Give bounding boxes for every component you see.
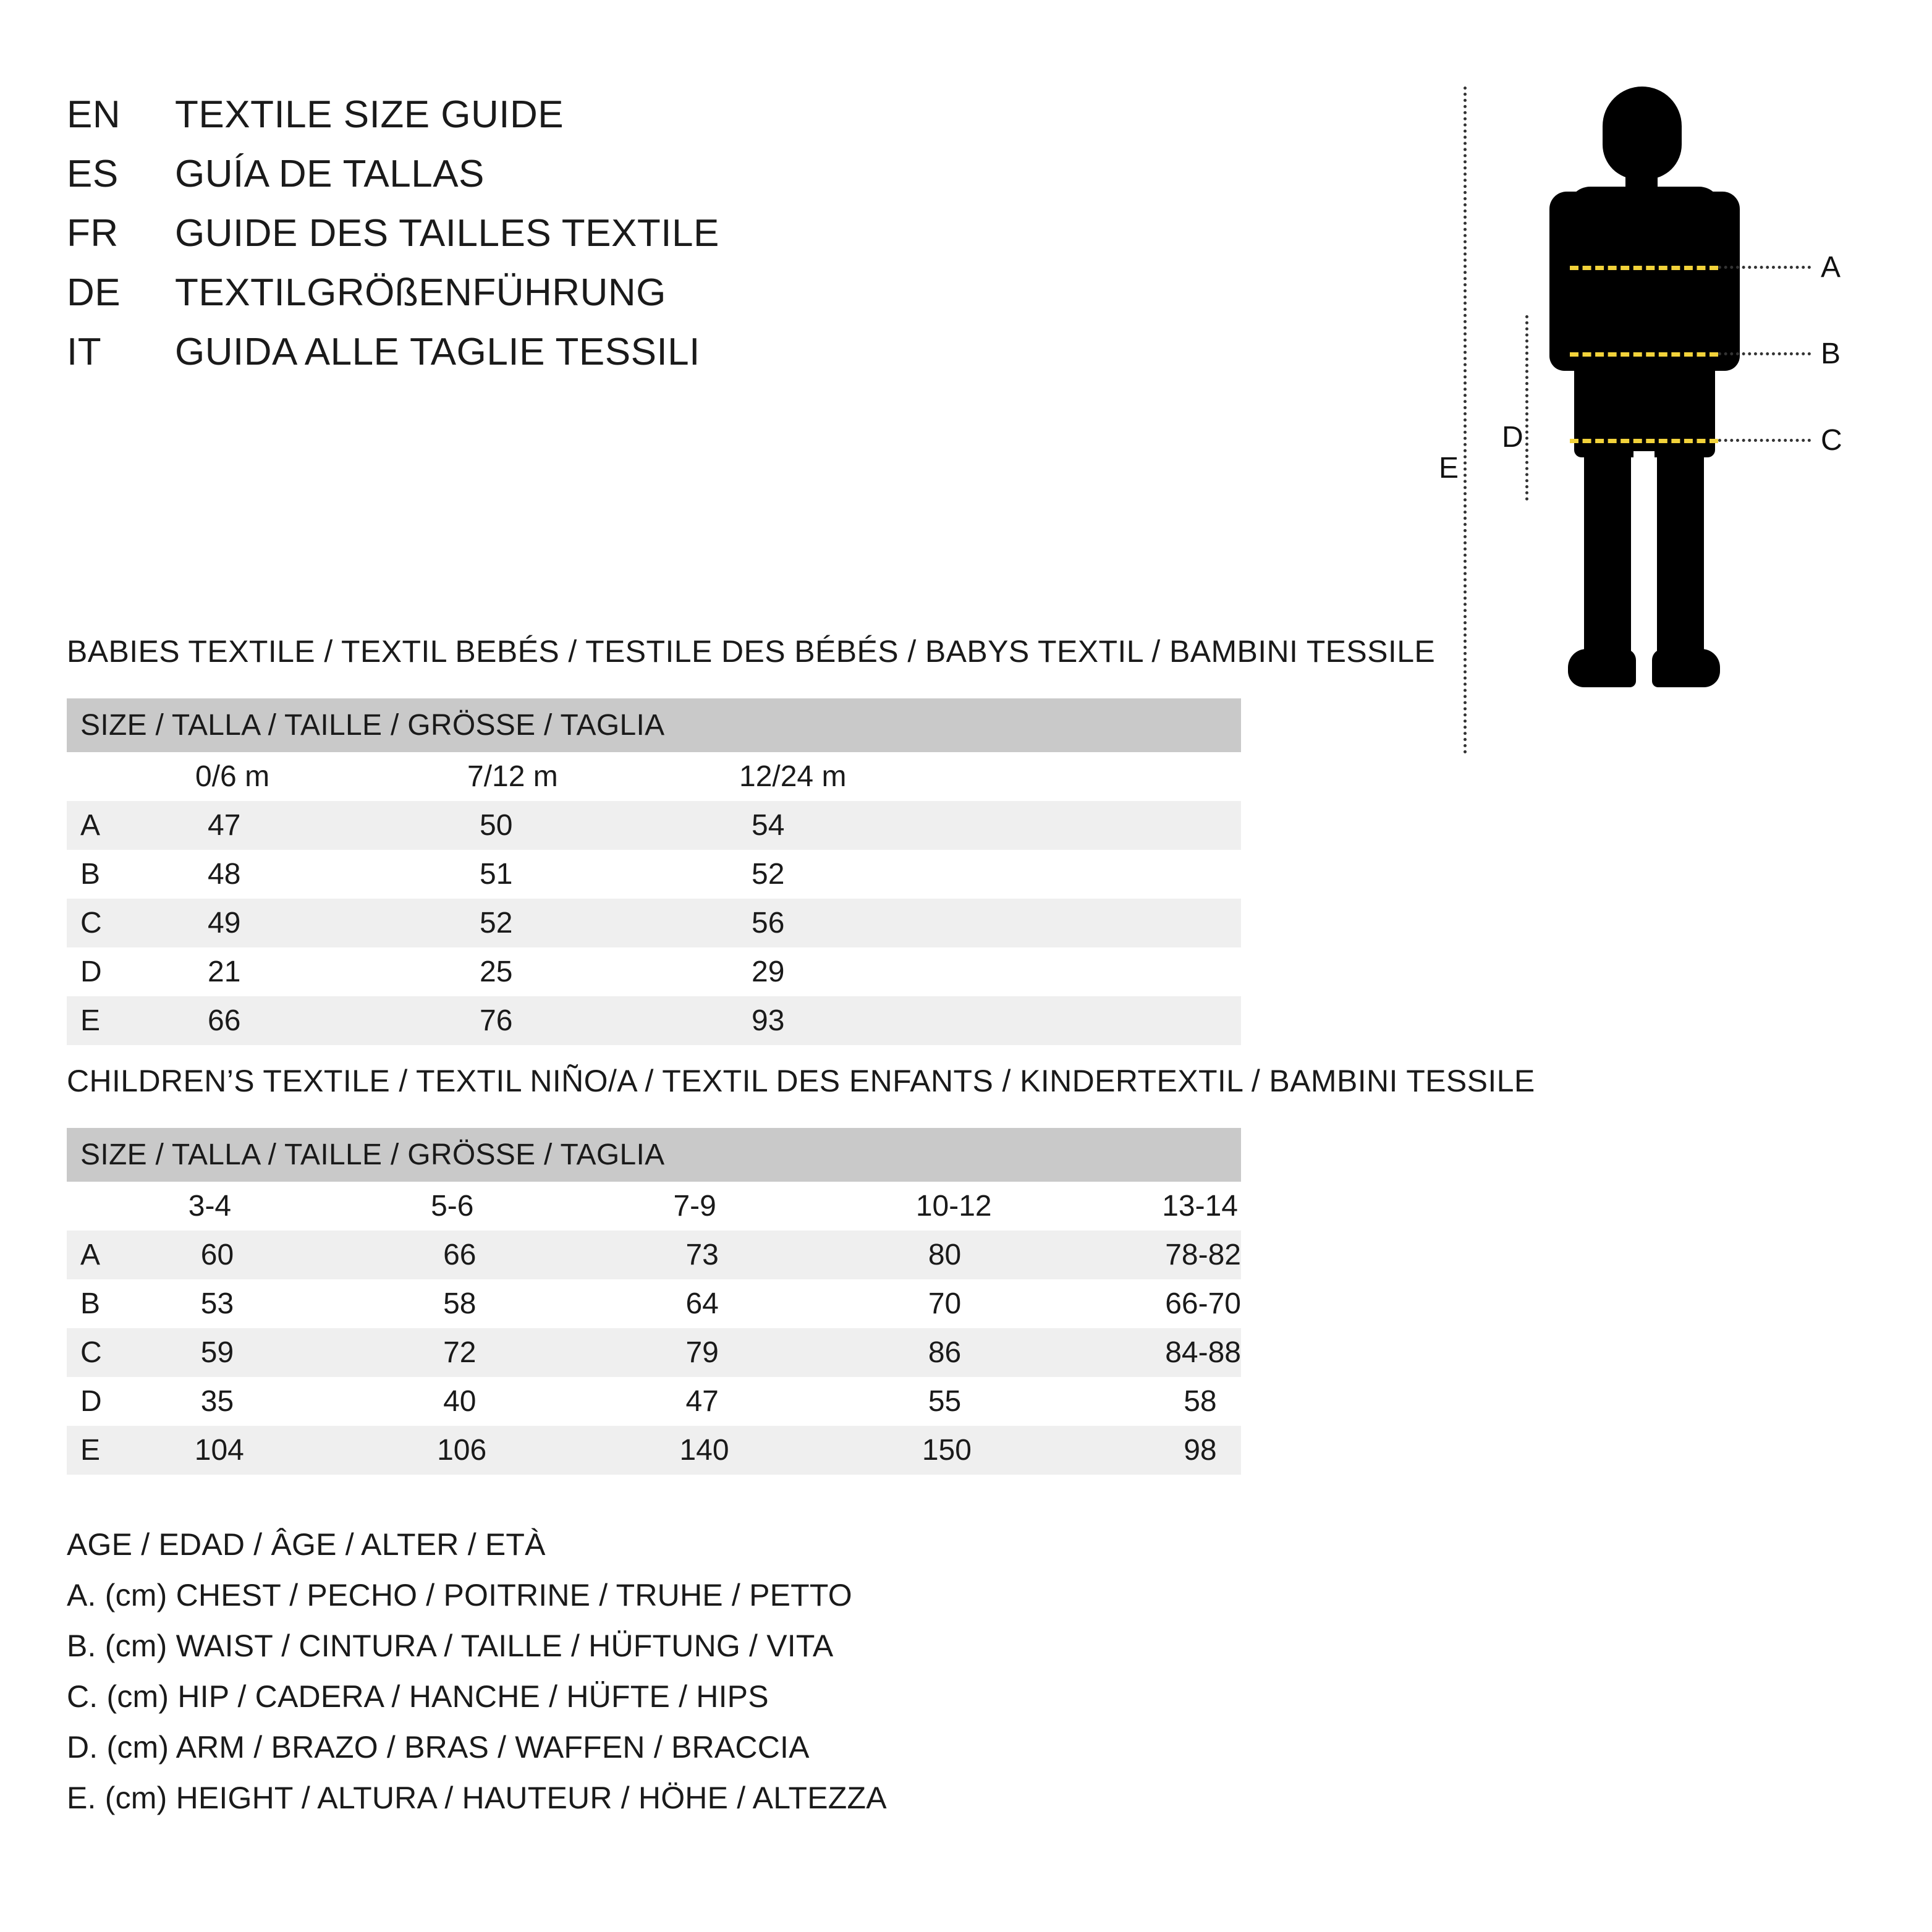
language-text-it: GUIDA ALLE TAGLIE TESSILI [175,331,700,373]
babies-c-1: 52 [412,899,684,947]
waist-leader-line-b [1718,352,1811,355]
children-row-label-e: E [67,1426,133,1475]
silhouette-torso [1568,187,1721,366]
language-code-fr: FR [67,212,119,255]
language-code-es: ES [67,153,119,195]
waist-measure-line-b [1570,352,1718,357]
language-code-it: IT [67,331,102,373]
children-a-1: 66 [375,1231,617,1279]
children-row-label-a: A [67,1231,133,1279]
babies-b-2: 52 [684,850,1241,899]
language-row-it [67,330,719,389]
children-column-4: 13-14 [1106,1182,1241,1231]
babies-b-0: 48 [140,850,412,899]
figure-label-c: C [1821,424,1842,457]
table-row [67,996,1241,1045]
babies-a-2: 54 [684,801,1241,850]
hip-leader-line-c [1718,439,1811,442]
silhouette-foot-left [1568,649,1636,687]
children-b-1: 58 [375,1279,617,1328]
children-d-3: 55 [860,1377,1106,1426]
children-row-label-b: B [67,1279,133,1328]
children-e-1: 106 [375,1426,617,1475]
children-row-label-c: C [67,1328,133,1377]
table-row [67,1279,1241,1328]
babies-column-0: 0/6 m [140,752,412,801]
babies-size-header-row [67,698,1241,752]
figure-label-e: E [1439,452,1459,485]
chest-leader-line-a [1718,266,1811,269]
table-row [67,1328,1241,1377]
children-b-3: 70 [860,1279,1106,1328]
language-code-en: EN [67,93,121,136]
table-row [67,1377,1241,1426]
language-row-de [67,271,719,330]
legend-line-age: AGE / EDAD / ÂGE / ALTER / ETÀ [67,1527,546,1562]
silhouette-leg-right [1657,433,1704,674]
children-size-table [67,1128,1241,1475]
children-corner-cell [67,1182,133,1231]
children-c-0: 59 [133,1328,375,1377]
language-code-de: DE [67,271,121,314]
babies-c-0: 49 [140,899,412,947]
silhouette-head [1603,87,1682,179]
table-row [67,1231,1241,1279]
children-a-2: 73 [617,1231,860,1279]
babies-size-table [67,698,1241,1045]
babies-c-2: 56 [684,899,1241,947]
babies-row-label-d: D [67,947,140,996]
language-row-fr [67,211,719,271]
children-d-1: 40 [375,1377,617,1426]
children-column-header-row [67,1182,1241,1231]
silhouette-leg-left [1584,433,1631,674]
language-row-es [67,152,719,211]
children-a-4: 78-82 [1106,1231,1241,1279]
children-size-header-row [67,1128,1241,1182]
babies-d-2: 29 [684,947,1241,996]
babies-e-0: 66 [140,996,412,1045]
legend-line-hip: C. (cm) HIP / CADERA / HANCHE / HÜFTE / HIPS [67,1679,769,1714]
children-row-label-d: D [67,1377,133,1426]
babies-row-label-b: B [67,850,140,899]
measurement-figure [1403,80,1873,766]
language-text-en: TEXTILE SIZE GUIDE [175,93,564,136]
table-row [67,850,1241,899]
babies-a-1: 50 [412,801,684,850]
children-b-0: 53 [133,1279,375,1328]
language-text-es: GUÍA DE TALLAS [175,153,485,195]
children-e-0: 104 [133,1426,375,1475]
arm-guide-line-d [1525,315,1528,501]
children-column-1: 5-6 [375,1182,617,1231]
babies-column-2: 12/24 m [684,752,1241,801]
children-column-2: 7-9 [617,1182,860,1231]
babies-a-0: 47 [140,801,412,850]
children-b-4: 66-70 [1106,1279,1241,1328]
figure-label-a: A [1821,251,1841,284]
babies-size-header: SIZE / TALLA / TAILLE / GRÖSSE / TAGLIA [67,698,1241,752]
figure-label-d: D [1502,421,1523,454]
babies-column-1: 7/12 m [412,752,684,801]
children-c-1: 72 [375,1328,617,1377]
children-column-0: 3-4 [133,1182,375,1231]
children-e-2: 140 [617,1426,860,1475]
legend-line-chest: A. (cm) CHEST / PECHO / POITRINE / TRUHE / PETTO [67,1578,852,1612]
children-section-title: CHILDREN’S TEXTILE / TEXTIL NIÑO/A / TEXTIL DES ENFANTS / KINDERTEXTIL / BAMBINI TESSILE [67,1064,1535,1098]
hip-measure-line-c [1570,439,1718,443]
chest-measure-line-a [1570,266,1718,270]
babies-row-label-e: E [67,996,140,1045]
table-row [67,899,1241,947]
measurement-legend [67,1527,887,1831]
table-row [67,1426,1241,1475]
babies-corner-cell [67,752,140,801]
babies-column-header-row [67,752,1241,801]
babies-section-title: BABIES TEXTILE / TEXTIL BEBÉS / TESTILE DES BÉBÉS / BABYS TEXTIL / BAMBINI TESSILE [67,634,1436,669]
children-c-3: 86 [860,1328,1106,1377]
silhouette-foot-right [1652,649,1720,687]
children-d-0: 35 [133,1377,375,1426]
language-text-de: TEXTILGRÖßENFÜHRUNG [175,271,666,314]
children-c-4: 84-88 [1106,1328,1241,1377]
legend-line-height: E. (cm) HEIGHT / ALTURA / HAUTEUR / HÖHE / ALTEZZA [67,1781,887,1815]
babies-d-1: 25 [412,947,684,996]
figure-label-b: B [1821,337,1841,370]
babies-row-label-c: C [67,899,140,947]
children-size-header: SIZE / TALLA / TAILLE / GRÖSSE / TAGLIA [67,1128,1241,1182]
child-silhouette [1536,80,1752,748]
legend-line-arm: D. (cm) ARM / BRAZO / BRAS / WAFFEN / BRACCIA [67,1730,810,1765]
children-d-4: 58 [1106,1377,1241,1426]
silhouette-leg-gap [1633,451,1654,655]
legend-line-waist: B. (cm) WAIST / CINTURA / TAILLE / HÜFTUNG / VITA [67,1629,834,1663]
children-column-3: 10-12 [860,1182,1106,1231]
babies-d-0: 21 [140,947,412,996]
table-row [67,947,1241,996]
babies-b-1: 51 [412,850,684,899]
children-b-2: 64 [617,1279,860,1328]
children-d-2: 47 [617,1377,860,1426]
babies-row-label-a: A [67,801,140,850]
table-row [67,801,1241,850]
children-a-0: 60 [133,1231,375,1279]
language-text-fr: GUIDE DES TAILLES TEXTILE [175,212,719,255]
babies-e-1: 76 [412,996,684,1045]
children-c-2: 79 [617,1328,860,1377]
height-guide-line-e [1464,87,1467,754]
language-title-list [67,93,719,389]
children-e-3: 150 [860,1426,1106,1475]
language-row-en [67,93,719,152]
babies-e-2: 93 [684,996,1241,1045]
children-e-4: 98 [1106,1426,1241,1475]
children-a-3: 80 [860,1231,1106,1279]
